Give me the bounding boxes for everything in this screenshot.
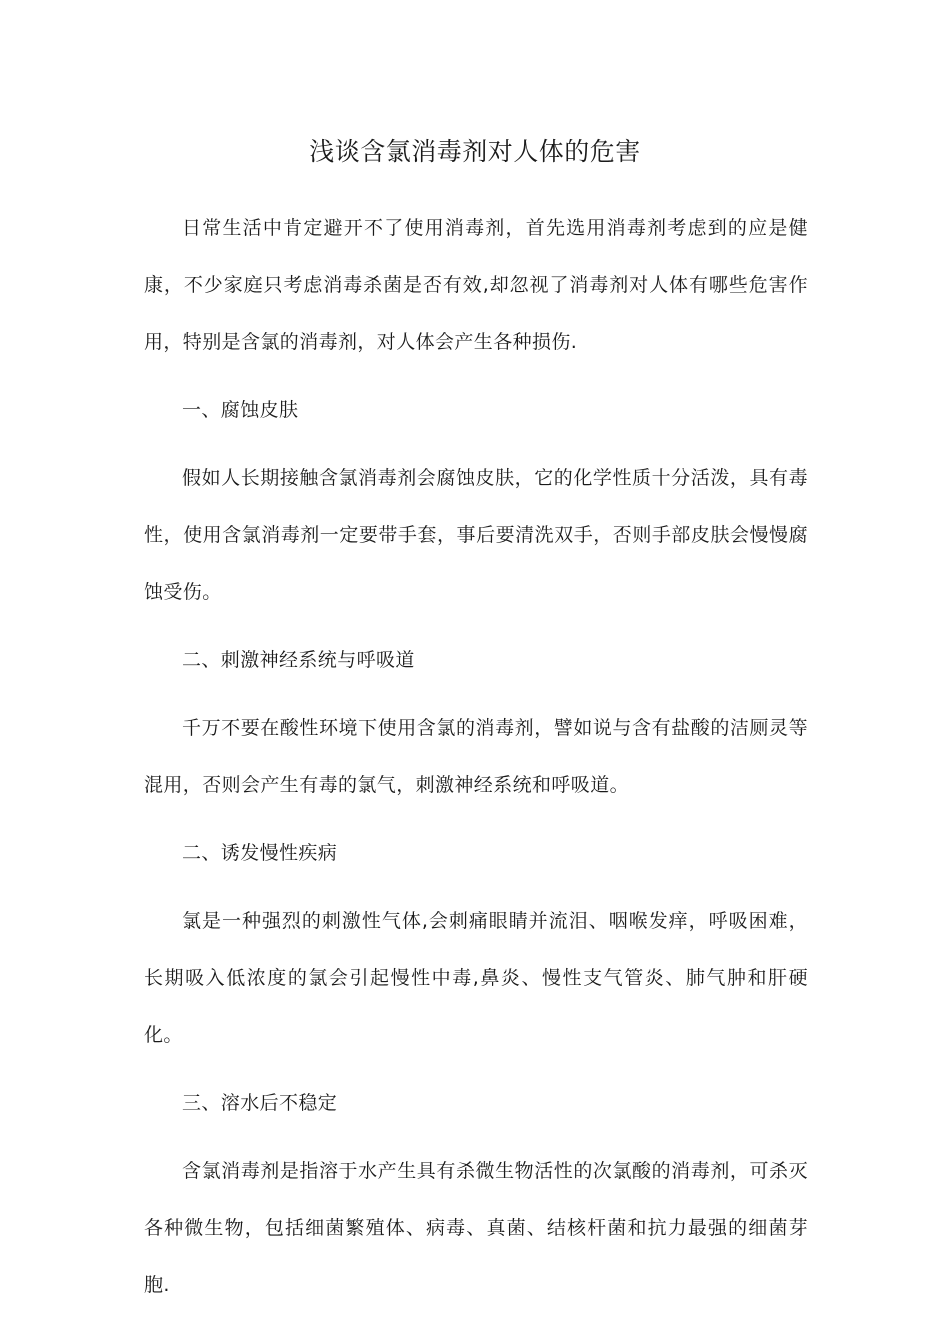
section-paragraph-4: 含氯消毒剂是指溶于水产生具有杀微生物活性的次氯酸的消毒剂，可杀灭各种微生物，包括细菌繁殖体、病毒、真菌、结核杆菌和抗力最强的细菌芽胞.	[144, 1160, 808, 1296]
section-heading-4: 三、溶水后不稳定	[182, 1092, 338, 1114]
section-paragraph-1: 假如人长期接触含氯消毒剂会腐蚀皮肤，它的化学性质十分活泼，具有毒性，使用含氯消毒剂一定要带手套，事后要清洗双手，否则手部皮肤会慢慢腐蚀受伤。	[144, 467, 808, 603]
section-heading-3: 二、诱发慢性疾病	[182, 842, 338, 864]
section-paragraph-3: 氯是一种强烈的刺激性气体,会刺痛眼睛并流泪、咽喉发痒，呼吸困难，长期吸入低浓度的氯会引起慢性中毒,鼻炎、慢性支气管炎、肺气肿和肝硬化。	[144, 910, 808, 1046]
intro-paragraph: 日常生活中肯定避开不了使用消毒剂，首先选用消毒剂考虑到的应是健康，不少家庭只考虑消毒杀菌是否有效,却忽视了消毒剂对人体有哪些危害作用，特别是含氯的消毒剂，对人体会产生各种损伤.	[144, 217, 808, 353]
section-paragraph-2: 千万不要在酸性环境下使用含氯的消毒剂，譬如说与含有盐酸的洁厕灵等混用，否则会产生有毒的氯气，刺激神经系统和呼吸道。	[144, 717, 808, 796]
document-body	[144, 200, 808, 1314]
section-heading-1: 一、腐蚀皮肤	[182, 399, 299, 421]
section-heading-2: 二、刺激神经系统与呼吸道	[182, 649, 415, 671]
document-title: 浅谈含氯消毒剂对人体的危害	[309, 137, 641, 166]
